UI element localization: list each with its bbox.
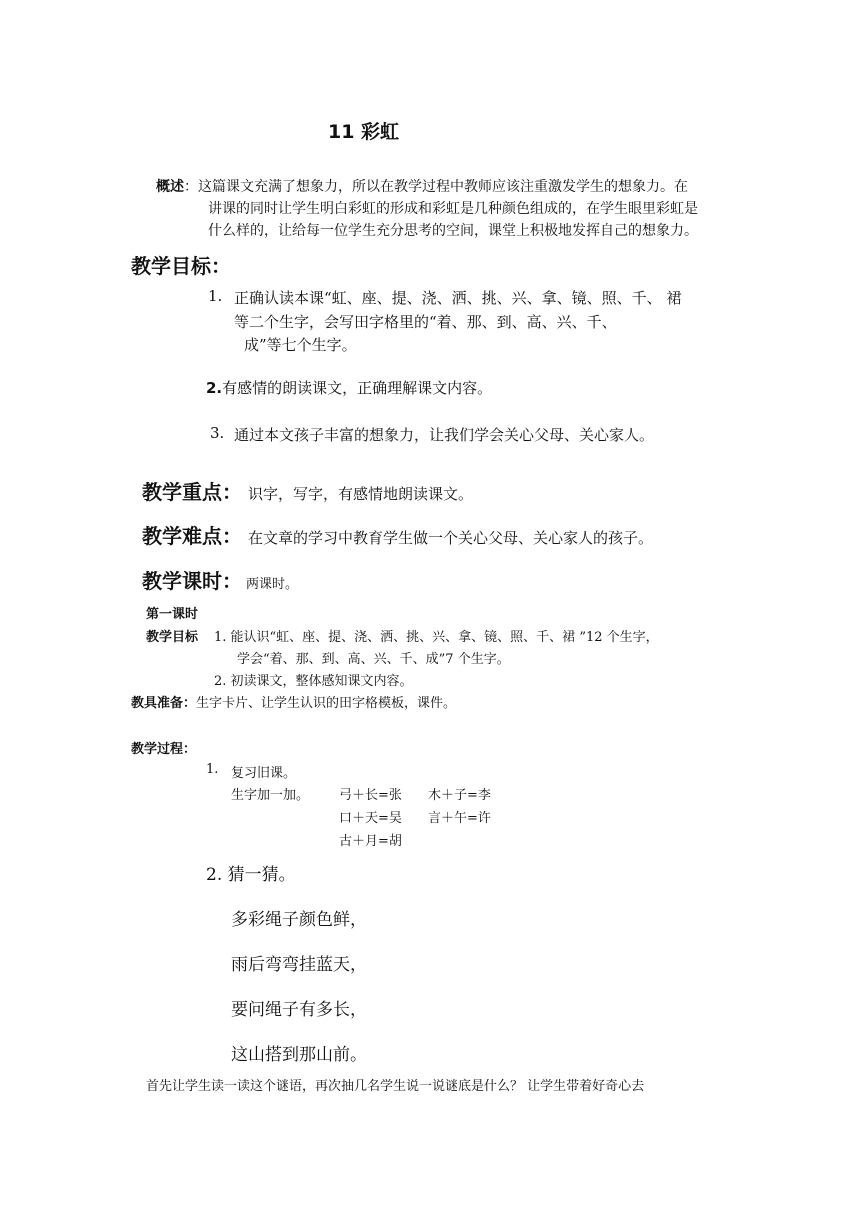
overview-label: 概述 (156, 179, 184, 195)
first-lesson-goal-1-line-1: 1. 能认识“虹、座、提、浇、洒、挑、兴、拿、镜、照、千、裙 ”12 个生字， (214, 630, 659, 645)
process-step-2: 2. 猜一猜。 (206, 865, 296, 885)
goal-3-text: 通过本文孩子丰富的想象力，让我们学会关心父母、关心家人。 (234, 426, 655, 444)
overview-line-1 (156, 176, 688, 196)
riddle-line-1: 多彩绳子颜色鲜， (231, 910, 367, 930)
goal-2 (206, 377, 492, 398)
closing-paragraph: 首先让学生读一读这个谜语，再次抽几名学生说一说谜底是什么？ 让学生带着好奇心去 (146, 1079, 645, 1094)
tools-text: 生字卡片、让学生认识的田字格模板，课件。 (196, 696, 457, 711)
equation-5: 古＋月=胡 (339, 834, 402, 849)
tools (131, 692, 456, 711)
goal-2-number: 2. (206, 379, 223, 397)
goal-1-number: 1. (208, 287, 223, 305)
equation-4: 言＋午=许 (428, 811, 491, 826)
tools-label: 教具准备： (131, 696, 197, 711)
difficulty (142, 520, 653, 549)
first-lesson-heading: 第一课时 (146, 607, 199, 622)
goal-1-line-3: 成”等七个生字。 (244, 336, 357, 354)
key-point-text: 识字，写字，有感情地朗读课文。 (248, 485, 474, 503)
process-heading: 教学过程： (131, 742, 197, 757)
page-title: 11 彩虹 (328, 121, 400, 143)
first-lesson-goal-label: 教学目标 (146, 630, 199, 645)
goals-heading: 教学目标： (131, 254, 231, 278)
goal-1-line-1: 正确认读本课“虹、座、提、浇、洒、挑、兴、拿、镜、照、千、 裙 (234, 289, 682, 307)
riddle-line-4: 这山搭到那山前。 (231, 1045, 367, 1065)
goal-1-line-2: 等二个生字，会写田字格里的“着、那、到、高、兴、千、 (234, 313, 617, 331)
equation-2: 木＋子=李 (428, 788, 491, 803)
equation-1: 弓＋长=张 (339, 788, 402, 803)
key-point-label: 教学重点： (142, 480, 242, 504)
overview-text-1: ：这篇课文充满了想象力，所以在教学过程中教师应该注重激发学生的想象力。在 (184, 179, 688, 195)
riddle-line-3: 要问绳子有多长， (231, 1000, 367, 1020)
goal-3-number: 3. (210, 424, 225, 442)
riddle-line-2: 雨后弯弯挂蓝天， (231, 955, 367, 975)
goal-2-text: 有感情的朗读课文，正确理解课文内容。 (222, 379, 493, 397)
overview-line-2: 讲课的同时让学生明白彩虹的形成和彩虹是几种颜色组成的，在学生眼里彩虹是 (208, 201, 698, 217)
first-lesson-goal-2: 2. 初读课文，整体感知课文内容。 (214, 674, 413, 689)
process-step-1-number: 1. (206, 762, 219, 777)
key-point (142, 476, 473, 505)
difficulty-label: 教学难点： (142, 524, 242, 548)
class-hours-text: 两课时。 (246, 577, 299, 592)
process-step-1-text: 复习旧课。 (231, 766, 297, 781)
equation-3: 口＋天=吴 (339, 811, 402, 826)
class-hours-label: 教学课时： (142, 569, 242, 593)
add-characters-label: 生字加一加。 (231, 788, 310, 803)
difficulty-text: 在文章的学习中教育学生做一个关心父母、关心家人的孩子。 (248, 529, 654, 547)
first-lesson-goal-1-line-2: 学会“着、那、到、高、兴、千、成”7 个生字。 (237, 652, 510, 667)
class-hours (142, 565, 298, 594)
overview-line-3: 什么样的，让给每一位学生充分思考的空间，课堂上积极地发挥自己的想象力。 (208, 223, 698, 239)
